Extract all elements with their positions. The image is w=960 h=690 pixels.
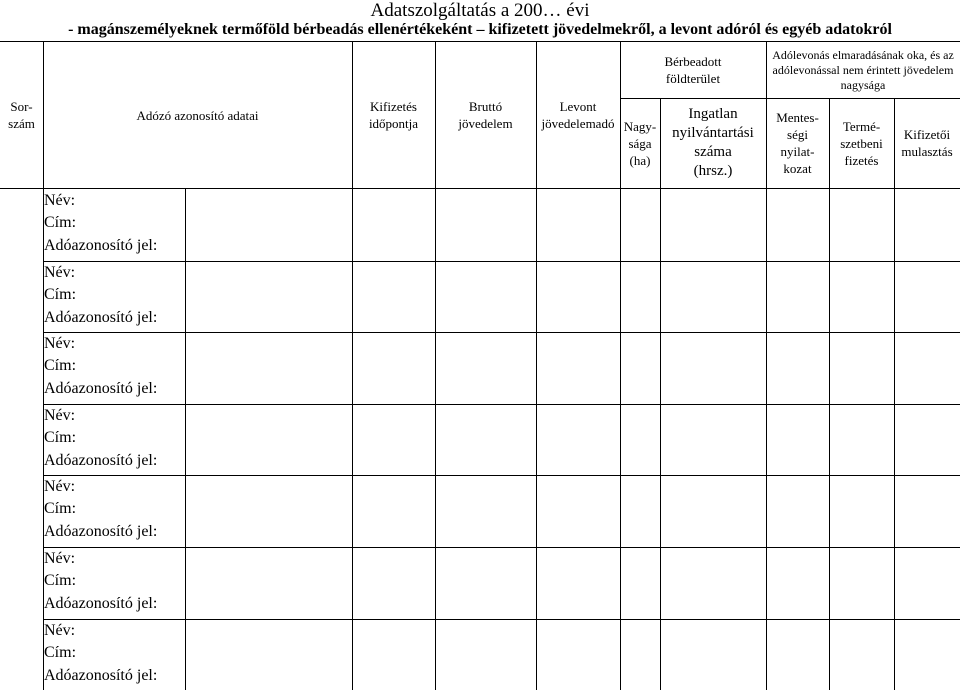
header-termeszetbeni: Termé- szetbeni fizetés [840,118,883,168]
row-taxid-label: Adóazonosító jel: [44,666,158,684]
row-address-label: Cím: [44,285,77,303]
header-kifizetoi: Kifizetői mulasztás [901,127,953,159]
row-name-label: Név: [44,406,76,424]
row-taxid-label: Adóazonosító jel: [44,451,158,469]
row-name-label: Név: [44,621,76,639]
header-nagysaga: Nagy- sága (ha) [623,118,657,168]
row-separator-line [43,404,960,405]
header-sorszam: Sor- szám [8,99,35,131]
header-adolevonas: Adólevonás elmaradásának oka, és az adólevonással nem érintett jövedelem nagysága [772,47,954,92]
row-separator-line [43,332,960,333]
row-address-label: Cím: [44,214,77,231]
header-berbeadott: Bérbeadott földterület [664,54,722,86]
form-subtitle: - magánszemélyeknek termőföld bérbeadás ellenértékeként – kifizetett jövedelmekről, a levont adóról és egyéb adatokról [68,21,892,38]
col-line [185,189,186,690]
row-taxid-label: Adóazonosító jel: [44,595,158,612]
row-name-label: Név: [44,478,76,496]
header-mentessegi: Mentes- ségi nyilat- kozat [776,110,819,176]
row-address-label: Cím: [44,500,77,518]
row-address-label: Cím: [44,643,77,661]
header-kifizetes: Kifizetés időpontja [368,99,419,131]
row-separator-line [43,475,960,476]
row-name-label: Név: [44,335,76,353]
form-title: Adatszolgáltatás a 200… évi [370,0,590,21]
row-name-label: Név: [44,263,76,281]
row-address-label: Cím: [44,357,77,375]
header-ingatlan: Ingatlan nyilvántartási száma (hrsz.) [672,106,754,179]
row-separator-line [43,261,960,262]
row-taxid-label: Adóazonosító jel: [44,523,158,541]
header-bottom-line [0,188,960,189]
header-levont: Levont jövedelemadó [541,99,615,131]
row-taxid-label: Adóazonosító jel: [44,237,158,254]
row-separator-line [43,547,960,548]
row-name-label: Név: [44,550,76,567]
row-address-label: Cím: [44,572,77,589]
row-taxid-label: Adóazonosító jel: [44,380,158,398]
header-brutto: Bruttó jövedelem [458,99,513,131]
row-name-label: Név: [44,192,76,209]
row-separator-line [43,619,960,620]
header-adozo: Adózó azonosító adatai [136,107,259,123]
row-taxid-label: Adóazonosító jel: [44,308,158,326]
row-address-label: Cím: [44,428,77,446]
